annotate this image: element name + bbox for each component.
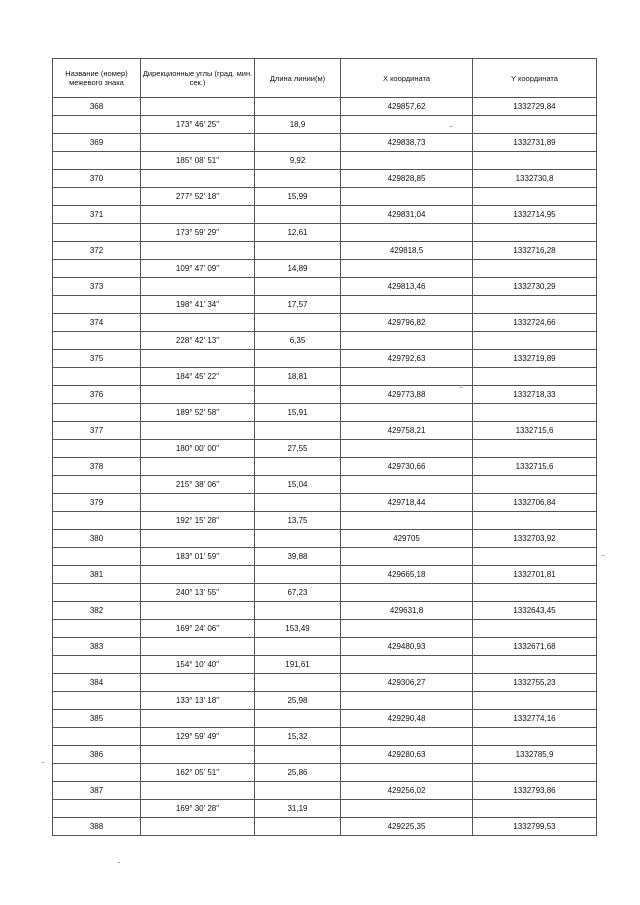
- x-coordinate-cell: 429792,63: [341, 350, 473, 368]
- direction-angle-cell: 215° 38' 06": [141, 476, 255, 494]
- y-coordinate-cell: [473, 296, 597, 314]
- y-coordinate-cell: 1332774,16: [473, 710, 597, 728]
- direction-angle-cell: 198° 41' 34": [141, 296, 255, 314]
- x-coordinate-cell: 429705: [341, 530, 473, 548]
- x-coordinate-cell: [341, 764, 473, 782]
- y-coordinate-cell: [473, 404, 597, 422]
- table-row: [53, 602, 597, 620]
- direction-angle-cell: [141, 386, 255, 404]
- line-length-cell: [255, 170, 341, 188]
- line-length-cell: 13,75: [255, 512, 341, 530]
- direction-angle-cell: 129° 59' 49": [141, 728, 255, 746]
- table-row: [53, 386, 597, 404]
- y-coordinate-cell: 1332729,84: [473, 98, 597, 116]
- mark-name-cell: [53, 440, 141, 458]
- table-row: [53, 98, 597, 116]
- line-length-cell: [255, 206, 341, 224]
- line-length-cell: [255, 494, 341, 512]
- table-row: [53, 818, 597, 836]
- y-coordinate-cell: [473, 800, 597, 818]
- scan-speck: [460, 387, 462, 388]
- direction-angle-cell: [141, 170, 255, 188]
- direction-angle-cell: [141, 458, 255, 476]
- line-length-cell: 15,99: [255, 188, 341, 206]
- mark-name-cell: [53, 404, 141, 422]
- x-coordinate-cell: [341, 512, 473, 530]
- table-row: [53, 656, 597, 674]
- x-coordinate-cell: [341, 440, 473, 458]
- scan-speck: [450, 126, 452, 127]
- table-row: [53, 170, 597, 188]
- mark-name-cell: [53, 584, 141, 602]
- table-row: [53, 458, 597, 476]
- header-direction-angle: Дирекционные углы (град. мин. сек.): [141, 59, 255, 98]
- mark-name-cell: 376: [53, 386, 141, 404]
- y-coordinate-cell: [473, 620, 597, 638]
- table-row: [53, 152, 597, 170]
- mark-name-cell: 382: [53, 602, 141, 620]
- x-coordinate-cell: 429665,18: [341, 566, 473, 584]
- line-length-cell: [255, 530, 341, 548]
- table-body: [53, 98, 597, 836]
- table-row: [53, 404, 597, 422]
- mark-name-cell: [53, 260, 141, 278]
- direction-angle-cell: [141, 566, 255, 584]
- mark-name-cell: 373: [53, 278, 141, 296]
- line-length-cell: 191,61: [255, 656, 341, 674]
- direction-angle-cell: [141, 350, 255, 368]
- line-length-cell: 27,55: [255, 440, 341, 458]
- table-row: [53, 314, 597, 332]
- mark-name-cell: 374: [53, 314, 141, 332]
- y-coordinate-cell: 1332724,66: [473, 314, 597, 332]
- y-coordinate-cell: 1332718,33: [473, 386, 597, 404]
- line-length-cell: [255, 278, 341, 296]
- table-row: [53, 530, 597, 548]
- mark-name-cell: [53, 764, 141, 782]
- x-coordinate-cell: 429838,73: [341, 134, 473, 152]
- mark-name-cell: 370: [53, 170, 141, 188]
- mark-name-cell: [53, 620, 141, 638]
- x-coordinate-cell: 429773,88: [341, 386, 473, 404]
- line-length-cell: 6,35: [255, 332, 341, 350]
- line-length-cell: 15,32: [255, 728, 341, 746]
- y-coordinate-cell: [473, 476, 597, 494]
- x-coordinate-cell: 429280,63: [341, 746, 473, 764]
- line-length-cell: 67,23: [255, 584, 341, 602]
- x-coordinate-cell: 429480,93: [341, 638, 473, 656]
- x-coordinate-cell: 429256,02: [341, 782, 473, 800]
- x-coordinate-cell: [341, 368, 473, 386]
- header-x-coordinate: X координата: [341, 59, 473, 98]
- header-line-length: Длина линии(м): [255, 59, 341, 98]
- mark-name-cell: 371: [53, 206, 141, 224]
- y-coordinate-cell: [473, 584, 597, 602]
- y-coordinate-cell: 1332719,89: [473, 350, 597, 368]
- mark-name-cell: [53, 116, 141, 134]
- mark-name-cell: 384: [53, 674, 141, 692]
- x-coordinate-cell: 429813,46: [341, 278, 473, 296]
- mark-name-cell: 388: [53, 818, 141, 836]
- y-coordinate-cell: [473, 188, 597, 206]
- table-row: [53, 188, 597, 206]
- direction-angle-cell: 162° 05' 51": [141, 764, 255, 782]
- direction-angle-cell: [141, 602, 255, 620]
- line-length-cell: [255, 674, 341, 692]
- y-coordinate-cell: [473, 692, 597, 710]
- mark-name-cell: [53, 188, 141, 206]
- y-coordinate-cell: [473, 224, 597, 242]
- direction-angle-cell: 240° 13' 55": [141, 584, 255, 602]
- y-coordinate-cell: 1332703,92: [473, 530, 597, 548]
- y-coordinate-cell: 1332793,86: [473, 782, 597, 800]
- line-length-cell: [255, 746, 341, 764]
- y-coordinate-cell: [473, 728, 597, 746]
- mark-name-cell: 368: [53, 98, 141, 116]
- y-coordinate-cell: 1332715,6: [473, 422, 597, 440]
- scan-speck: [602, 555, 604, 556]
- table-row: [53, 620, 597, 638]
- x-coordinate-cell: [341, 296, 473, 314]
- x-coordinate-cell: [341, 476, 473, 494]
- line-length-cell: 31,19: [255, 800, 341, 818]
- line-length-cell: 153,49: [255, 620, 341, 638]
- direction-angle-cell: 169° 24' 06": [141, 620, 255, 638]
- direction-angle-cell: [141, 530, 255, 548]
- mark-name-cell: 379: [53, 494, 141, 512]
- mark-name-cell: 383: [53, 638, 141, 656]
- table-row: [53, 674, 597, 692]
- y-coordinate-cell: 1332716,28: [473, 242, 597, 260]
- y-coordinate-cell: 1332785,9: [473, 746, 597, 764]
- direction-angle-cell: 133° 13' 18": [141, 692, 255, 710]
- x-coordinate-cell: 429306,27: [341, 674, 473, 692]
- line-length-cell: [255, 818, 341, 836]
- x-coordinate-cell: [341, 404, 473, 422]
- x-coordinate-cell: [341, 620, 473, 638]
- x-coordinate-cell: [341, 692, 473, 710]
- table-row: [53, 782, 597, 800]
- mark-name-cell: 375: [53, 350, 141, 368]
- line-length-cell: 15,04: [255, 476, 341, 494]
- line-length-cell: [255, 386, 341, 404]
- table-row: [53, 710, 597, 728]
- direction-angle-cell: 154° 10' 40": [141, 656, 255, 674]
- direction-angle-cell: [141, 314, 255, 332]
- table-row: [53, 728, 597, 746]
- line-length-cell: [255, 350, 341, 368]
- direction-angle-cell: [141, 278, 255, 296]
- direction-angle-cell: 189° 52' 58": [141, 404, 255, 422]
- x-coordinate-cell: 429225,35: [341, 818, 473, 836]
- line-length-cell: 18,81: [255, 368, 341, 386]
- table-row: [53, 116, 597, 134]
- y-coordinate-cell: [473, 512, 597, 530]
- mark-name-cell: [53, 368, 141, 386]
- mark-name-cell: 381: [53, 566, 141, 584]
- direction-angle-cell: 109° 47' 09": [141, 260, 255, 278]
- mark-name-cell: 380: [53, 530, 141, 548]
- y-coordinate-cell: [473, 656, 597, 674]
- direction-angle-cell: [141, 98, 255, 116]
- mark-name-cell: [53, 728, 141, 746]
- y-coordinate-cell: [473, 548, 597, 566]
- table-row: [53, 368, 597, 386]
- direction-angle-cell: [141, 818, 255, 836]
- x-coordinate-cell: 429796,82: [341, 314, 473, 332]
- direction-angle-cell: [141, 710, 255, 728]
- table-row: [53, 512, 597, 530]
- mark-name-cell: [53, 224, 141, 242]
- direction-angle-cell: [141, 206, 255, 224]
- line-length-cell: [255, 782, 341, 800]
- line-length-cell: 14,89: [255, 260, 341, 278]
- mark-name-cell: 386: [53, 746, 141, 764]
- line-length-cell: [255, 134, 341, 152]
- mark-name-cell: [53, 656, 141, 674]
- direction-angle-cell: [141, 638, 255, 656]
- x-coordinate-cell: [341, 584, 473, 602]
- x-coordinate-cell: [341, 656, 473, 674]
- direction-angle-cell: [141, 134, 255, 152]
- y-coordinate-cell: [473, 116, 597, 134]
- x-coordinate-cell: [341, 260, 473, 278]
- table-header-row: [53, 59, 597, 98]
- direction-angle-cell: 185° 08' 51": [141, 152, 255, 170]
- header-y-coordinate: Y координата: [473, 59, 597, 98]
- y-coordinate-cell: [473, 152, 597, 170]
- y-coordinate-cell: [473, 368, 597, 386]
- table-row: [53, 422, 597, 440]
- y-coordinate-cell: [473, 764, 597, 782]
- boundary-marks-table: [52, 58, 597, 836]
- table-row: [53, 278, 597, 296]
- line-length-cell: [255, 98, 341, 116]
- x-coordinate-cell: [341, 116, 473, 134]
- line-length-cell: [255, 638, 341, 656]
- y-coordinate-cell: 1332715,6: [473, 458, 597, 476]
- x-coordinate-cell: 429730,66: [341, 458, 473, 476]
- direction-angle-cell: 228° 42' 13": [141, 332, 255, 350]
- mark-name-cell: 369: [53, 134, 141, 152]
- table-row: [53, 242, 597, 260]
- line-length-cell: [255, 710, 341, 728]
- scan-speck: [118, 862, 120, 863]
- direction-angle-cell: [141, 674, 255, 692]
- x-coordinate-cell: [341, 728, 473, 746]
- line-length-cell: 9,92: [255, 152, 341, 170]
- x-coordinate-cell: 429857,62: [341, 98, 473, 116]
- table-row: [53, 692, 597, 710]
- table-row: [53, 566, 597, 584]
- direction-angle-cell: [141, 242, 255, 260]
- table-row: [53, 764, 597, 782]
- table-row: [53, 296, 597, 314]
- y-coordinate-cell: 1332706,84: [473, 494, 597, 512]
- mark-name-cell: [53, 800, 141, 818]
- direction-angle-cell: [141, 494, 255, 512]
- line-length-cell: 18,9: [255, 116, 341, 134]
- line-length-cell: 39,88: [255, 548, 341, 566]
- table-row: [53, 134, 597, 152]
- x-coordinate-cell: 429831,04: [341, 206, 473, 224]
- x-coordinate-cell: [341, 152, 473, 170]
- mark-name-cell: 385: [53, 710, 141, 728]
- x-coordinate-cell: 429631,8: [341, 602, 473, 620]
- x-coordinate-cell: [341, 188, 473, 206]
- y-coordinate-cell: 1332755,23: [473, 674, 597, 692]
- table-row: [53, 746, 597, 764]
- mark-name-cell: [53, 152, 141, 170]
- direction-angle-cell: 183° 01' 59": [141, 548, 255, 566]
- mark-name-cell: [53, 512, 141, 530]
- table-row: [53, 800, 597, 818]
- y-coordinate-cell: 1332701,81: [473, 566, 597, 584]
- table-row: [53, 584, 597, 602]
- line-length-cell: 25,86: [255, 764, 341, 782]
- direction-angle-cell: [141, 746, 255, 764]
- line-length-cell: 17,57: [255, 296, 341, 314]
- direction-angle-cell: 173° 59' 29": [141, 224, 255, 242]
- table-row: [53, 476, 597, 494]
- y-coordinate-cell: [473, 260, 597, 278]
- x-coordinate-cell: 429758,21: [341, 422, 473, 440]
- table-row: [53, 350, 597, 368]
- x-coordinate-cell: 429828,85: [341, 170, 473, 188]
- mark-name-cell: 377: [53, 422, 141, 440]
- line-length-cell: [255, 566, 341, 584]
- direction-angle-cell: 184° 45' 22": [141, 368, 255, 386]
- y-coordinate-cell: 1332799,53: [473, 818, 597, 836]
- x-coordinate-cell: [341, 800, 473, 818]
- direction-angle-cell: 173° 46' 25": [141, 116, 255, 134]
- line-length-cell: [255, 314, 341, 332]
- header-mark-name: Название (номер) межевого знака: [53, 59, 141, 98]
- line-length-cell: 15,91: [255, 404, 341, 422]
- direction-angle-cell: [141, 422, 255, 440]
- line-length-cell: [255, 458, 341, 476]
- mark-name-cell: [53, 476, 141, 494]
- x-coordinate-cell: 429718,44: [341, 494, 473, 512]
- y-coordinate-cell: 1332671,68: [473, 638, 597, 656]
- scan-speck: [42, 762, 44, 763]
- mark-name-cell: [53, 548, 141, 566]
- y-coordinate-cell: 1332643,45: [473, 602, 597, 620]
- x-coordinate-cell: [341, 548, 473, 566]
- mark-name-cell: [53, 296, 141, 314]
- x-coordinate-cell: 429290,48: [341, 710, 473, 728]
- x-coordinate-cell: 429818,5: [341, 242, 473, 260]
- table-row: [53, 440, 597, 458]
- line-length-cell: 12,61: [255, 224, 341, 242]
- mark-name-cell: [53, 332, 141, 350]
- mark-name-cell: [53, 692, 141, 710]
- y-coordinate-cell: [473, 332, 597, 350]
- y-coordinate-cell: [473, 440, 597, 458]
- y-coordinate-cell: 1332714,95: [473, 206, 597, 224]
- table-row: [53, 260, 597, 278]
- y-coordinate-cell: 1332730,29: [473, 278, 597, 296]
- line-length-cell: [255, 242, 341, 260]
- line-length-cell: [255, 422, 341, 440]
- direction-angle-cell: 180° 00' 00": [141, 440, 255, 458]
- line-length-cell: 25,98: [255, 692, 341, 710]
- line-length-cell: [255, 602, 341, 620]
- table-row: [53, 206, 597, 224]
- direction-angle-cell: 192° 15' 28": [141, 512, 255, 530]
- direction-angle-cell: 277° 52' 18": [141, 188, 255, 206]
- y-coordinate-cell: 1332731,89: [473, 134, 597, 152]
- direction-angle-cell: 169° 30' 28": [141, 800, 255, 818]
- table-row: [53, 638, 597, 656]
- table-row: [53, 332, 597, 350]
- y-coordinate-cell: 1332730,8: [473, 170, 597, 188]
- mark-name-cell: 372: [53, 242, 141, 260]
- mark-name-cell: 387: [53, 782, 141, 800]
- x-coordinate-cell: [341, 332, 473, 350]
- x-coordinate-cell: [341, 224, 473, 242]
- mark-name-cell: 378: [53, 458, 141, 476]
- table-row: [53, 494, 597, 512]
- table-row: [53, 548, 597, 566]
- table-row: [53, 224, 597, 242]
- direction-angle-cell: [141, 782, 255, 800]
